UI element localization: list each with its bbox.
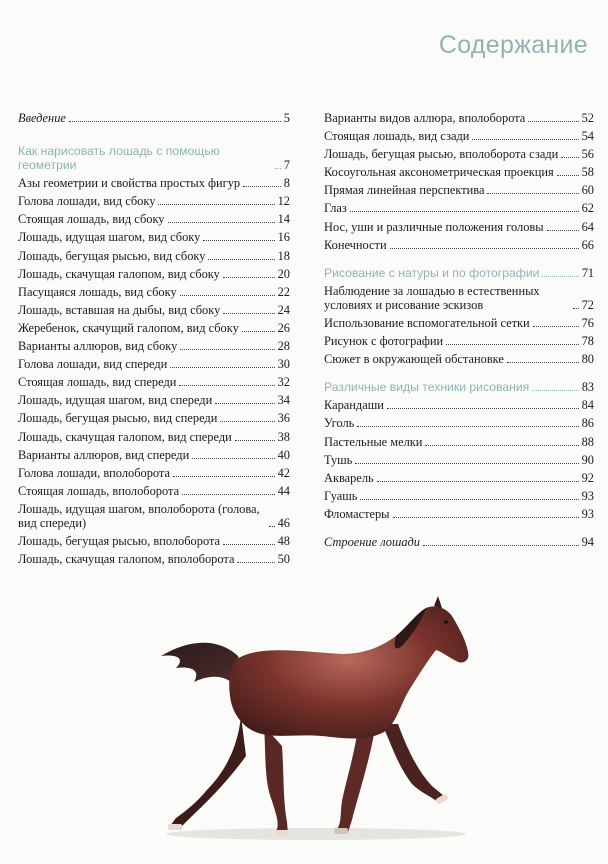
toc-page-number: 52 [581,111,594,125]
toc-page-number: 58 [581,165,594,180]
toc-page-number: 46 [277,515,290,530]
toc-entry-title: Азы геометрии и свойства простых фигур [18,176,241,191]
toc-entry-title: Лошадь, скачущая галопом, вид спереди [18,429,232,444]
toc-dot-leader [237,561,274,563]
toc-entry [18,303,290,317]
toc-dot-leader [220,420,274,422]
toc-page-number: 80 [581,352,594,367]
toc-entry-title: Наблюдение за лошадью в естественных условиях и рисование эскизов [324,283,540,312]
toc-entry [324,238,594,252]
toc-entry-title: Пасущаяся лошадь, вид сбоку [18,284,177,299]
toc-page-number: 20 [277,266,290,281]
toc-entry [18,339,290,353]
toc-entry [324,284,594,312]
toc-entry [18,249,290,263]
toc-dot-leader [208,258,274,260]
toc-entry-title: Варианты аллюров, вид сбоку [18,339,178,354]
page-title: Содержание [438,31,588,59]
toc-dot-leader [69,120,281,122]
toc-entry-title: Стоящая лошадь, вид сзади [324,129,470,144]
toc-page-number: 76 [581,315,594,330]
toc-entry [324,471,594,485]
toc-dot-leader [533,325,579,327]
toc-entry [324,201,594,215]
toc-entry [18,552,290,566]
toc-page-number: 66 [581,237,594,252]
toc-page-number: 44 [277,483,290,498]
toc-entry [324,183,594,197]
toc-dot-leader [355,462,578,464]
toc-dot-leader [158,203,274,205]
toc-page-number: 16 [277,230,290,245]
toc-entry [18,194,290,208]
toc-page-number: 28 [277,339,290,354]
toc-entry-title: Лошадь, идущая шагом, вид сбоку [18,230,201,245]
toc-page-number: 94 [581,534,594,549]
toc-entry [18,285,290,299]
toc-dot-leader [472,138,578,140]
toc-entry-title: Голова лошади, вид сбоку [18,194,156,209]
toc-entry [324,334,594,348]
toc-entry [18,534,290,548]
toc-page-number: 14 [277,212,290,227]
horse-illustration [146,596,486,846]
toc-dot-leader [425,444,578,446]
toc-entry [324,129,594,143]
toc-entry-title: Гуашь [324,488,358,503]
toc-entry-title: Лошадь, скачущая галопом, вполоборота [18,552,235,567]
toc-page-number: 93 [581,488,594,503]
toc-page-number: 32 [277,375,290,390]
toc-entry [324,111,594,125]
toc-dot-leader [168,221,275,223]
toc-entry-title: Глаз [324,201,347,216]
toc-entry [324,535,594,549]
toc-entry-title: Нос, уши и различные положения головы [324,219,544,234]
toc-dot-leader [390,247,579,249]
toc-page-number: 71 [581,265,594,280]
toc-entry [324,435,594,449]
toc-entry [18,267,290,281]
toc-entry [18,111,290,125]
toc-section-heading [18,144,290,172]
toc-dot-leader [542,275,578,277]
toc-dot-leader [223,543,275,545]
toc-page-number: 56 [581,147,594,162]
toc-page-number: 54 [581,129,594,144]
toc-dot-leader [223,312,274,314]
toc-page-number: 93 [581,506,594,521]
toc-dot-leader [446,343,578,345]
toc-page-number: 86 [581,416,594,431]
toc-dot-leader [507,361,579,363]
toc-dot-leader [180,294,275,296]
toc-entry-title: Варианты видов аллюра, вполоборота [324,111,526,125]
toc-page-number: 18 [277,248,290,263]
toc-entry-title: Сюжет в окружающей обстановке [324,352,504,367]
toc-dot-leader [547,229,579,231]
toc-left-column [18,111,290,570]
toc-dot-leader [350,210,579,212]
toc-page-number: 42 [277,465,290,480]
toc-entry-title: Варианты аллюров, вид спереди [18,447,190,462]
toc-dot-leader [192,457,274,459]
toc-dot-leader [203,239,274,241]
toc-entry-title: Акварель [324,470,374,485]
toc-entry [324,165,594,179]
toc-page-number: 92 [581,470,594,485]
toc-entry [18,411,290,425]
toc-page-number: 84 [581,398,594,413]
toc-dot-leader [387,407,579,409]
toc-page-number: 38 [277,429,290,444]
toc-dot-leader [170,366,274,368]
toc-dot-leader [275,167,281,169]
toc-page-number: 36 [277,411,290,426]
toc-entry-title: Карандаши [324,398,384,413]
toc-entry-title: Рисование с натуры и по фотографии [324,265,540,280]
toc-entry [324,316,594,330]
toc-entry-title: Стоящая лошадь, вид спереди [18,375,177,390]
toc-dot-leader [557,174,579,176]
toc-dot-leader [423,544,579,546]
toc-page-number: 30 [277,357,290,372]
toc-entry [18,357,290,371]
toc-page-number: 24 [277,302,290,317]
toc-dot-leader [393,516,579,518]
toc-entry-title: Тушь [324,452,353,467]
toc-dot-leader [487,192,578,194]
toc-dot-leader [269,525,275,527]
toc-dot-leader [182,493,275,495]
toc-spacer [324,256,594,266]
toc-entry [324,352,594,366]
toc-dot-leader [561,156,578,158]
toc-dot-leader [235,439,275,441]
toc-dot-leader [215,402,274,404]
toc-entry-title: Рисунок с фотографии [324,334,444,349]
toc-entry [18,466,290,480]
toc-entry-title: Лошадь, вставшая на дыбы, вид сбоку [18,302,221,317]
toc-dot-leader [360,498,578,500]
toc-spacer [324,525,594,535]
toc-page-number: 8 [283,176,290,191]
toc-entry-title: Введение [18,111,66,125]
toc-entry [324,398,594,412]
toc-entry [18,321,290,335]
toc-entry [18,502,290,530]
toc-entry [324,453,594,467]
toc-dot-leader [180,348,274,350]
toc-entry-title: Уголь [324,416,355,431]
toc-page-number: 5 [283,111,290,125]
toc-dot-leader [377,480,579,482]
toc-page-number: 22 [277,284,290,299]
toc-entry [18,375,290,389]
toc-dot-leader [242,330,275,332]
toc-page-number: 64 [581,219,594,234]
toc-entry-title: Как нарисовать лошадь с помощью геометрии [18,144,220,173]
toc-page-number: 7 [283,158,290,173]
toc-entry-title: Голова лошади, вид спереди [18,357,168,372]
toc-entry [18,230,290,244]
toc-page-number: 40 [277,447,290,462]
toc-page-number: 50 [277,552,290,567]
toc-entry-title: Строение лошади [324,534,420,549]
toc-page-number: 12 [277,194,290,209]
toc-entry-title: Использование вспомогательной сетки [324,315,530,330]
toc-spacer [324,370,594,380]
toc-page-number: 88 [581,434,594,449]
toc-entry [18,212,290,226]
toc-spacer [18,129,290,144]
toc-entry [324,220,594,234]
toc-entry-title: Различные виды техники рисования [324,380,530,395]
toc-entry [324,507,594,521]
toc-dot-leader [532,389,579,391]
toc-page-number: 62 [581,201,594,216]
toc-dot-leader [573,307,579,309]
toc-page-number: 83 [581,380,594,395]
toc-page-number: 26 [277,320,290,335]
toc-entry [18,393,290,407]
toc-entry-title: Лошадь, скачущая галопом, вид сбоку [18,266,220,281]
toc-dot-leader [173,475,275,477]
toc-entry-title: Лошадь, идущая шагом, вполоборота (голова, вид спереди) [18,501,260,530]
toc-entry-title: Стоящая лошадь, вид сбоку [18,212,165,227]
toc-page-number: 72 [581,297,594,312]
toc-entry-title: Пастельные мелки [324,434,423,449]
toc-entry [324,147,594,161]
toc-dot-leader [243,185,281,187]
toc-entry-title: Лошадь, бегущая рысью, вид спереди [18,411,218,426]
toc-page-number: 34 [277,393,290,408]
toc-dot-leader [528,120,578,122]
toc-entry-title: Фломастеры [324,506,390,521]
toc-page-number: 78 [581,334,594,349]
toc-entry [18,176,290,190]
toc-dot-leader [223,276,275,278]
toc-entry-title: Лошадь, бегущая рысью, вполоборота сзади [324,147,559,162]
toc-entry-title: Конечности [324,237,387,252]
toc-entry-title: Лошадь, идущая шагом, вид спереди [18,393,213,408]
toc-entry-title: Прямая линейная перспектива [324,183,485,198]
toc-dot-leader [357,425,578,427]
toc-entry-title: Голова лошади, вполоборота [18,465,171,480]
toc-section-heading [324,266,594,280]
toc-entry-title: Лошадь, бегущая рысью, вид сбоку [18,248,206,263]
toc-entry [18,484,290,498]
toc-page-number: 90 [581,452,594,467]
toc-entry [324,489,594,503]
toc-entry-title: Лошадь, бегущая рысью, вполоборота [18,533,221,548]
toc-page-number: 48 [277,533,290,548]
toc-entry-title: Жеребенок, скачущий галопом, вид сбоку [18,320,239,335]
toc-entry [18,430,290,444]
toc-right-column [324,111,594,553]
toc-entry [324,416,594,430]
toc-dot-leader [179,384,274,386]
toc-entry-title: Косоугольная аксонометрическая проекция [324,165,554,180]
toc-entry [18,448,290,462]
toc-section-heading [324,380,594,394]
toc-entry-title: Стоящая лошадь, вполоборота [18,483,180,498]
toc-page-number: 60 [581,183,594,198]
